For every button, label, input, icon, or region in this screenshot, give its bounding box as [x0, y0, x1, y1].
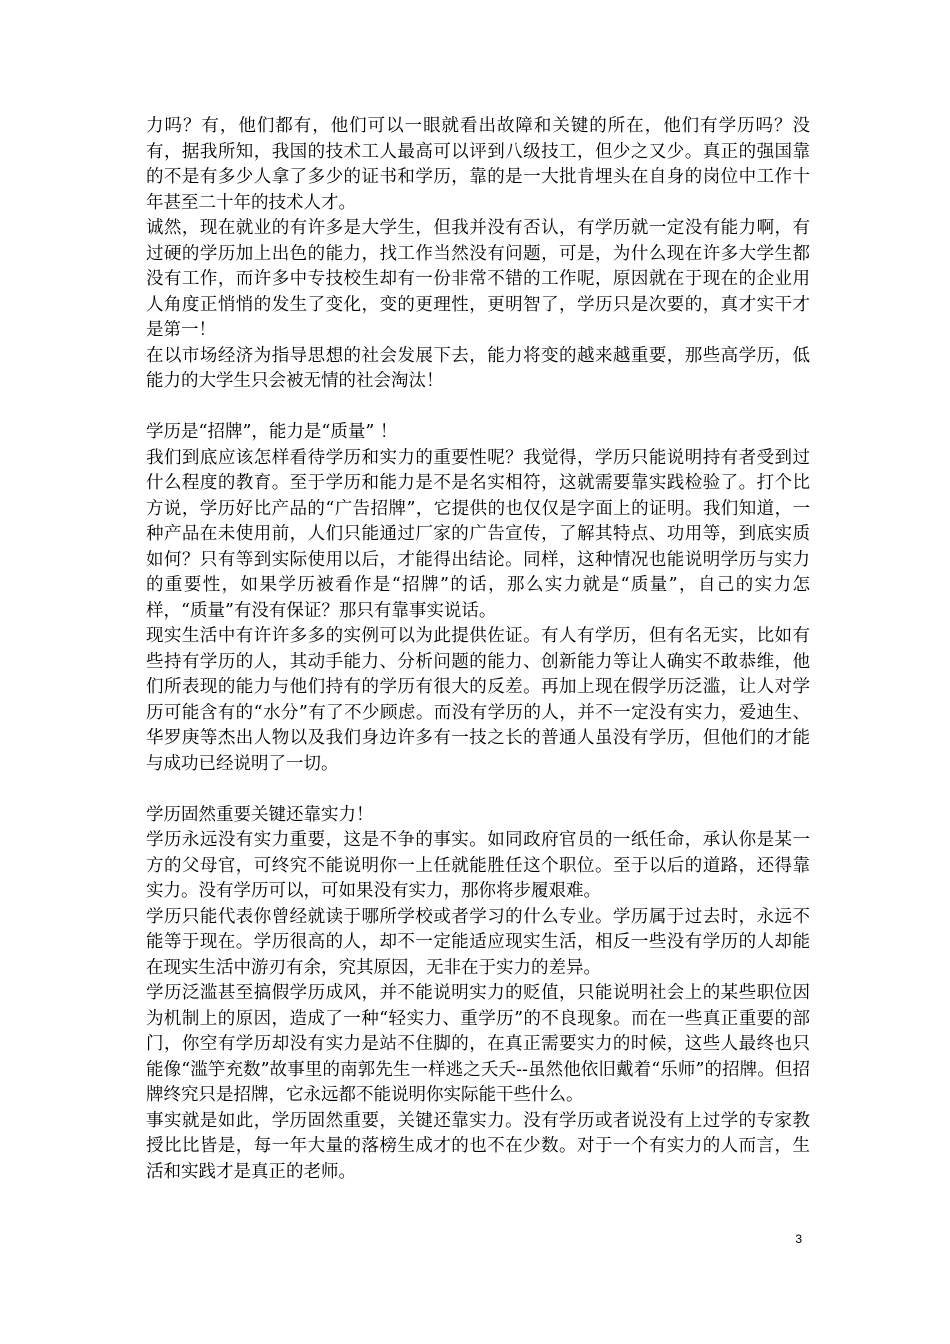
section-heading: 学历固然重要关键还靠实力！	[146, 804, 374, 825]
paragraph: 学历只能代表你曾经就读于哪所学校或者学习的什么专业。学历属于过去时，永远不能等于现在。学历很高的人，却不一定能适应现实生活，相反一些没有学历的人却能在现实生活中游刃有余，究其原因，无非在于实力的差异。	[146, 906, 810, 978]
paragraph: 学历泛滥甚至搞假学历成风，并不能说明实力的贬值，只能说明社会上的某些职位因为机制上的原因，造成了一种“轻实力、重学历”的不良现象。而在一些真正重要的部门，你空有学历却没有实力是站不住脚的，在真正需要实力的时候，这些人最终也只能像“滥竽充数”故事里的南郭先生一样逃之夭夭--虽然他依旧戴着“乐师”的招牌。但招牌终究只是招牌，它永远都不能说明你实际能干些什么。	[146, 983, 810, 1105]
paragraph: 现实生活中有许许多多的实例可以为此提供佐证。有人有学历，但有名无实，比如有些持有学历的人，其动手能力、分析问题的能力、创新能力等让人确实不敢恭维，他们所表现的能力与他们持有的学历有很大的反差。再加上现在假学历泛滥，让人对学历可能含有的“水分”有了不少顾虑。而没有学历的人，并不一定没有实力，爱迪生、华罗庚等杰出人物以及我们身边许多有一技之长的普通人虽没有学历，但他们的才能与成功已经说明了一切。	[146, 626, 810, 774]
paragraph: 在以市场经济为指导思想的社会发展下去，能力将变的越来越重要，那些高学历，低能力的大学生只会被无情的社会淘汰！	[146, 345, 810, 391]
paragraph: 事实就是如此，学历固然重要，关键还靠实力。没有学历或者说没有上过学的专家教授比比皆是，每一年大量的落榜生成才的也不在少数。对于一个有实力的人而言，生活和实践才是真正的老师。	[146, 1110, 810, 1182]
paragraph: 诚然，现在就业的有许多是大学生，但我并没有否认，有学历就一定没有能力啊，有过硬的学历加上出色的能力，找工作当然没有问题，可是，为什么现在许多大学生都没有工作，而许多中专技校生却有一份非常不错的工作呢，原因就在于现在的企业用人角度正悄悄的发生了变化，变的更理性，更明智了，学历只是次要的，真才实干才是第一！	[146, 218, 810, 340]
section-heading: 学历是“招牌”，能力是“质量” ！	[146, 422, 398, 442]
page-number: 3	[795, 1232, 802, 1246]
paragraph: 学历永远没有实力重要，这是不争的事实。如同政府官员的一纸任命，承认你是某一方的父母官，可终究不能说明你一上任就能胜任这个职位。至于以后的道路，还得靠实力。没有学历可以，可如果没有实力，那你将步履艰难。	[146, 830, 810, 901]
paragraph: 我们到底应该怎样看待学历和实力的重要性呢？我觉得，学历只能说明持有者受到过什么程度的教育。至于学历和能力是不是名实相符，这就需要靠实践检验了。打个比方说，学历好比产品的“广告招牌”，它提供的也仅仅是字面上的证明。我们知道，一种产品在未使用前，人们只能通过厂家的广告宣传，了解其特点、功用等，到底实质如何？只有等到实际使用以后，才能得出结论。同样，这种情况也能说明学历与实力的重要性，如果学历被看作是“招牌”的话，那么实力就是“质量”，自己的实力怎样，“质量”有没有保证？那只有靠事实说话。	[146, 447, 810, 621]
blank-line	[146, 395, 810, 421]
document-body	[146, 114, 810, 1185]
paragraph: 力吗？有，他们都有，他们可以一眼就看出故障和关键的所在，他们有学历吗？没有，据我所知，我国的技术工人最高可以评到八级技工，但少之又少。真正的强国靠的不是有多少人拿了多少的证书和学历，靠的是一大批肯埋头在自身的岗位中工作十年甚至二十年的技术人才。	[146, 116, 810, 213]
blank-line	[146, 777, 810, 803]
